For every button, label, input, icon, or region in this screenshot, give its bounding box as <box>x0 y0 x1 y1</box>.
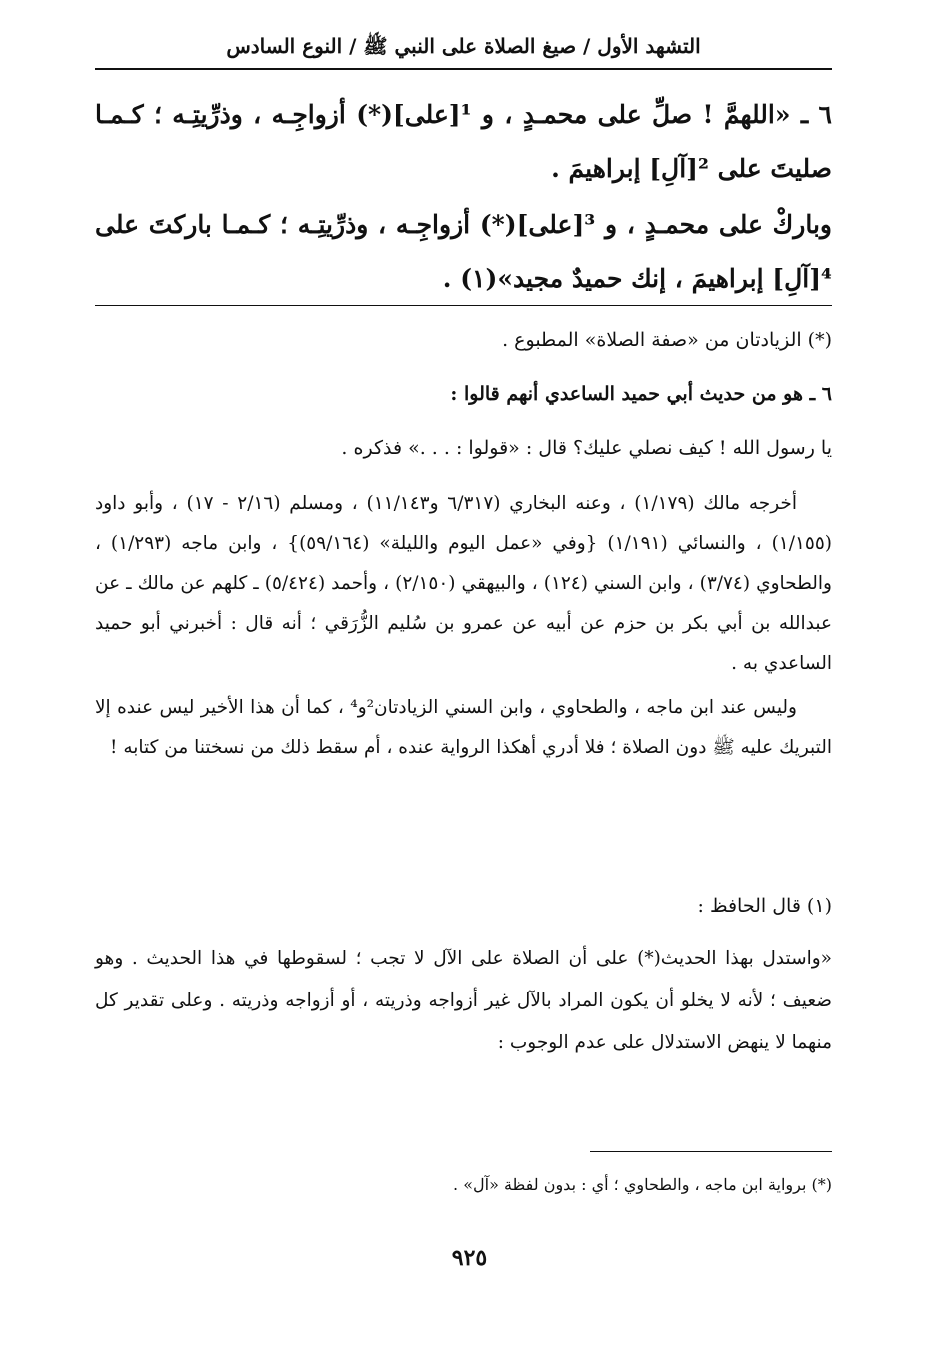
takhrij-notes <box>95 484 832 768</box>
running-head: التشهد الأول / صيغ الصلاة على النبي ﷺ / النوع السادس <box>226 34 701 58</box>
prayer-salat-paragraph: ٦ ـ «اللهمَّ ! صلِّ على محمـدٍ ، و ¹[على](*) أزواجِـه ، وذرِّيتِـه ؛ كـمـا صليتَ على ²[آلِ] إبراهيمَ . <box>95 100 832 183</box>
hafidh-quote <box>95 938 832 1064</box>
hadith-text: يا رسول الله ! كيف نصلي عليك؟ قال : «قولوا : . . .» فذكره . <box>341 437 832 459</box>
hafidh-label: (١) قال الحافظ : <box>697 895 832 917</box>
hadith-heading: ٦ ـ هو من حديث أبي حميد الساعدي أنهم قالوا : <box>450 383 832 405</box>
remark-paragraph: وليس عند ابن ماجه ، والطحاوي ، وابن السني الزيادتان²و⁴ ، كما أن هذا الأخير ليس عنده إلا التبريك عليه ﷺ دون الصلاة ؛ فلا أدري أهكذا الرواية عنده ، أم سقط ذلك من نسختنا من كتابه ! <box>95 697 832 758</box>
page-number: ٩٢٥ <box>451 1245 488 1271</box>
hafidh-quote-paragraph: «واستدل بهذا الحديث(*) على أن الصلاة على الآل لا تجب ؛ لسقوطها في هذا الحديث . وهو ضعيف ؛ لأنه لا يخلو أن يكون المراد بالآل غير أزواجه وذريته ، أو أزواجه وذريته . وعلى تقدير كل منهما لا ينهض الاستدلال على عدم الوجوب : <box>95 948 832 1053</box>
header-divider <box>95 68 832 70</box>
star-note: (*) الزيادتان من «صفة الصلاة» المطبوع . <box>502 329 832 351</box>
prayer-text <box>95 88 832 306</box>
footnote-divider <box>590 1151 832 1152</box>
footnote: (*) برواية ابن ماجه ، والطحاوي ؛ أي : بدون لفظة «آل» . <box>453 1175 832 1194</box>
prayer-baraka-paragraph: وباركْ على محمـدٍ ، و ³[على](*) أزواجِـه ، وذرِّيتِـه ؛ كـمـا باركتَ على ⁴[آلِ] إبراهيمَ ، إنك حميدٌ مجيد»(١) . <box>95 210 832 293</box>
main-text-divider <box>95 305 832 306</box>
takhrij-paragraph: أخرجه مالك (١/١٧٩) ، وعنه البخاري (٦/٣١٧ و١١/١٤٣) ، ومسلم (٢/١٦ - ١٧) ، وأبو داود (١/١٥٥) ، والنسائي (١/١٩١) {وفي «عمل اليوم والليلة» (٥٩/١٦٤)} ، وابن ماجه (١/٢٩٣) ، والطحاوي (٣/٧٤) ، وابن السني (١٢٤) ، والبيهقي (٢/١٥٠) ، وأحمد (٥/٤٢٤) ـ كلهم عن مالك ـ عن عبدالله بن أبي بكر بن حزم عن أبيه عن عمرو بن سُليم الزُّرَقي ؛ أنه قال : أخبرني أبو حميد الساعدي به . <box>95 493 832 674</box>
